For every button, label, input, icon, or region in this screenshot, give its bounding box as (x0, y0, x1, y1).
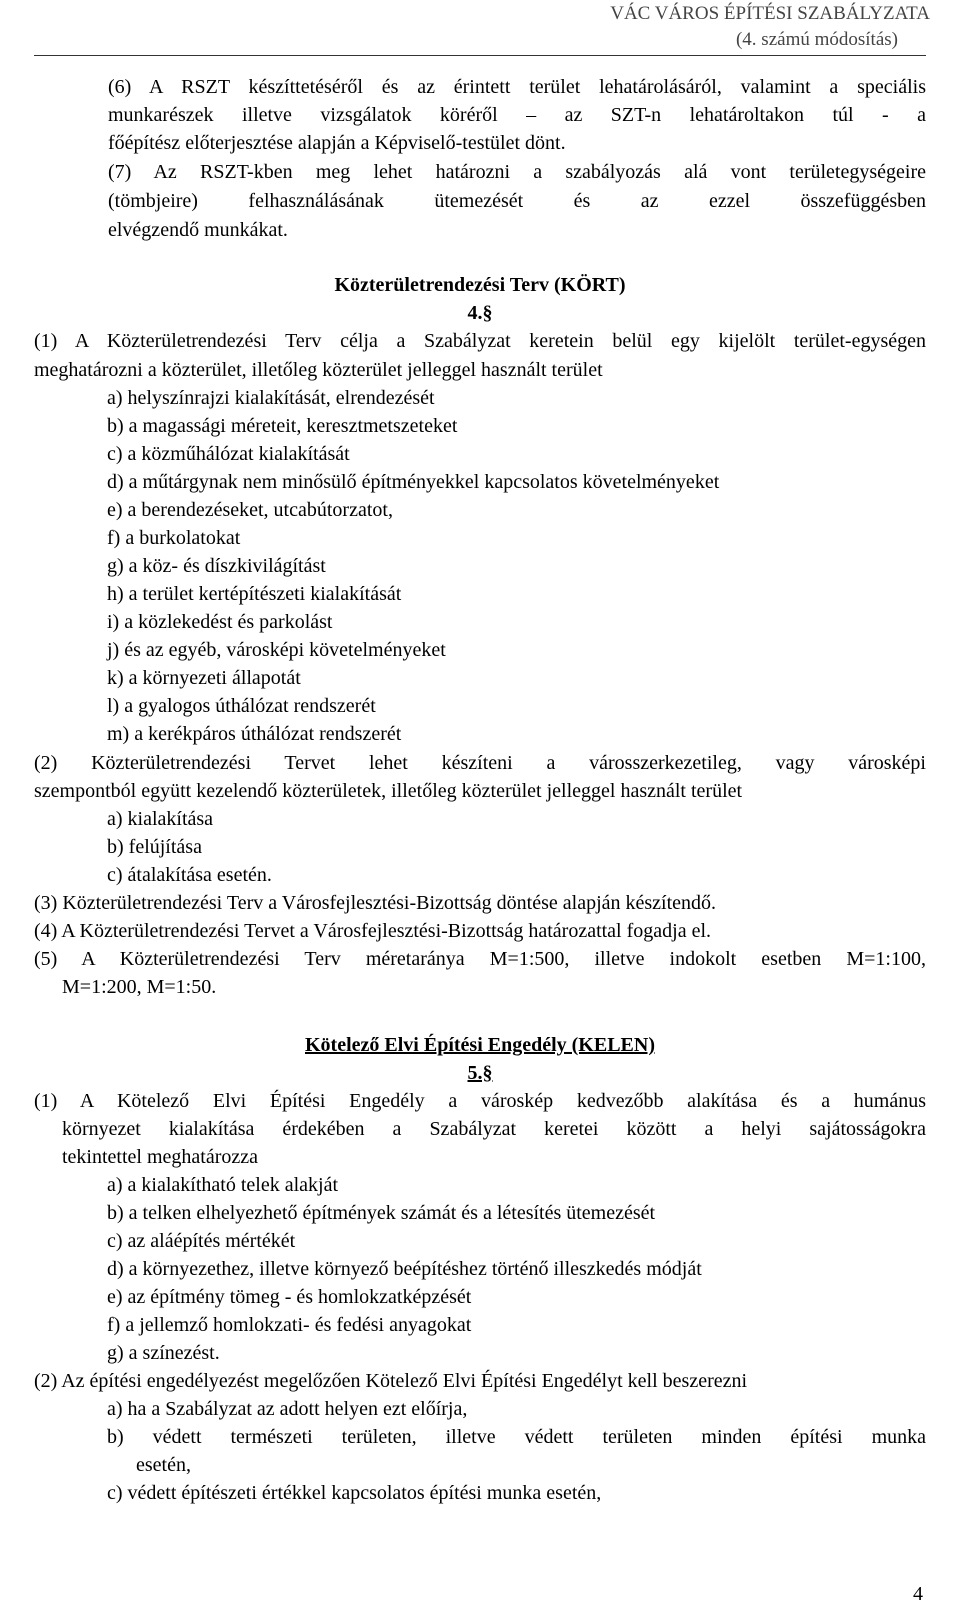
list-item: a) kialakítása (107, 808, 214, 830)
list-item: l) a gyalogos úthálózat rendszerét (107, 695, 376, 717)
header-subtitle: (4. számú módosítás) (735, 29, 898, 50)
paragraph-line: munkarészek illetve vizsgálatok köréről – az SZT-n lehatároltakon túl - a (108, 104, 926, 126)
list-item: b) felújítása (107, 836, 202, 858)
section-number: 4.§ (467, 302, 493, 324)
list-item: b) a telken elhelyezhető építmények számát és a létesítés ütemezését (107, 1202, 656, 1224)
paragraph-line: főépítész előterjesztése alapján a Képviselő-testület dönt. (108, 132, 566, 154)
list-item: g) a színezést. (107, 1342, 220, 1364)
paragraph-line: (4) A Közterületrendezési Tervet a Városfejlesztési-Bizottság határozattal fogadja el. (34, 920, 712, 942)
paragraph-line: környezet kialakítása érdekében a Szabályzat keretei között a helyi sajátosságokra (62, 1118, 926, 1140)
paragraph-line: elvégzendő munkákat. (108, 219, 288, 241)
paragraph-line: (tömbjeire) felhasználásának ütemezését és az ezzel összefüggésben (108, 190, 926, 212)
paragraph-line: (2) Közterületrendezési Tervet lehet készíteni a városszerkezetileg, vagy városképi (34, 752, 926, 774)
section-title: Kötelező Elvi Építési Engedély (KELEN) (305, 1034, 655, 1056)
list-item: c) az aláépítés mértékét (107, 1230, 296, 1252)
list-item: g) a köz- és díszkivilágítást (107, 555, 326, 577)
list-item: e) a berendezéseket, utcabútorzatot, (107, 499, 393, 521)
paragraph-line: (1) A Közterületrendezési Terv célja a Szabályzat keretein belül egy kijelölt terület-egységen (34, 330, 926, 352)
paragraph-line: szempontból együtt kezelendő közterületek, illetőleg közterület jelleggel használt terület (34, 780, 743, 802)
paragraph-line: meghatározni a közterület, illetőleg közterület jelleggel használt terület (34, 359, 603, 381)
paragraph-line: (1) A Kötelező Elvi Építési Engedély a városkép kedvezőbb alakítása és a humánus (34, 1090, 926, 1112)
list-item: f) a burkolatokat (107, 527, 241, 549)
paragraph-line: (2) Az építési engedélyezést megelőzően Kötelező Elvi Építési Engedélyt kell beszerezni (34, 1370, 748, 1392)
list-item: d) a környezethez, illetve környező beépítéshez történő illeszkedés módját (107, 1258, 702, 1280)
section-number: 5.§ (467, 1062, 493, 1084)
paragraph-line: (3) Közterületrendezési Terv a Városfejlesztési-Bizottság döntése alapján készítendő. (34, 892, 717, 914)
paragraph-line: tekintettel meghatározza (62, 1146, 259, 1168)
list-item: j) és az egyéb, városképi követelményeket (107, 639, 446, 661)
list-item-continuation: esetén, (136, 1454, 191, 1476)
list-item: b) védett természeti területen, illetve védett területen minden építési munka (107, 1426, 926, 1448)
paragraph-line: (5) A Közterületrendezési Terv méretaránya M=1:500, illetve indokolt esetben M=1:100, (34, 948, 926, 970)
section-title: Közterületrendezési Terv (KÖRT) (334, 274, 626, 296)
list-item: d) a műtárgynak nem minősülő építményekkel kapcsolatos követelményeket (107, 471, 720, 493)
paragraph-line: (6) A RSZT készíttetéséről és az érintett terület lehatárolásáról, valamint a speciális (108, 76, 926, 98)
list-item: h) a terület kertépítészeti kialakítását (107, 583, 402, 605)
list-item: c) a közműhálózat kialakítását (107, 443, 350, 465)
paragraph-line: M=1:200, M=1:50. (62, 976, 217, 998)
page-number: 4 (913, 1583, 923, 1605)
list-item: i) a közlekedést és parkolást (107, 611, 333, 633)
header-title: VÁC VÁROS ÉPÍTÉSI SZABÁLYZATA (610, 3, 930, 24)
list-item: c) átalakítása esetén. (107, 864, 272, 886)
list-item: e) az építmény tömeg - és homlokzatképzését (107, 1286, 472, 1308)
header-divider (34, 55, 926, 56)
list-item: a) a kialakítható telek alakját (107, 1174, 338, 1196)
list-item: c) védett építészeti értékkel kapcsolatos építési munka esetén, (107, 1482, 602, 1504)
list-item: a) ha a Szabályzat az adott helyen ezt előírja, (107, 1398, 468, 1420)
paragraph-line: (7) Az RSZT-kben meg lehet határozni a szabályozás alá vont területegységeire (108, 161, 926, 183)
list-item: a) helyszínrajzi kialakítását, elrendezését (107, 387, 435, 409)
list-item: b) a magassági méreteit, keresztmetszeteket (107, 415, 458, 437)
list-item: f) a jellemző homlokzati- és fedési anyagokat (107, 1314, 472, 1336)
list-item: m) a kerékpáros úthálózat rendszerét (107, 723, 402, 745)
list-item: k) a környezeti állapotát (107, 667, 301, 689)
